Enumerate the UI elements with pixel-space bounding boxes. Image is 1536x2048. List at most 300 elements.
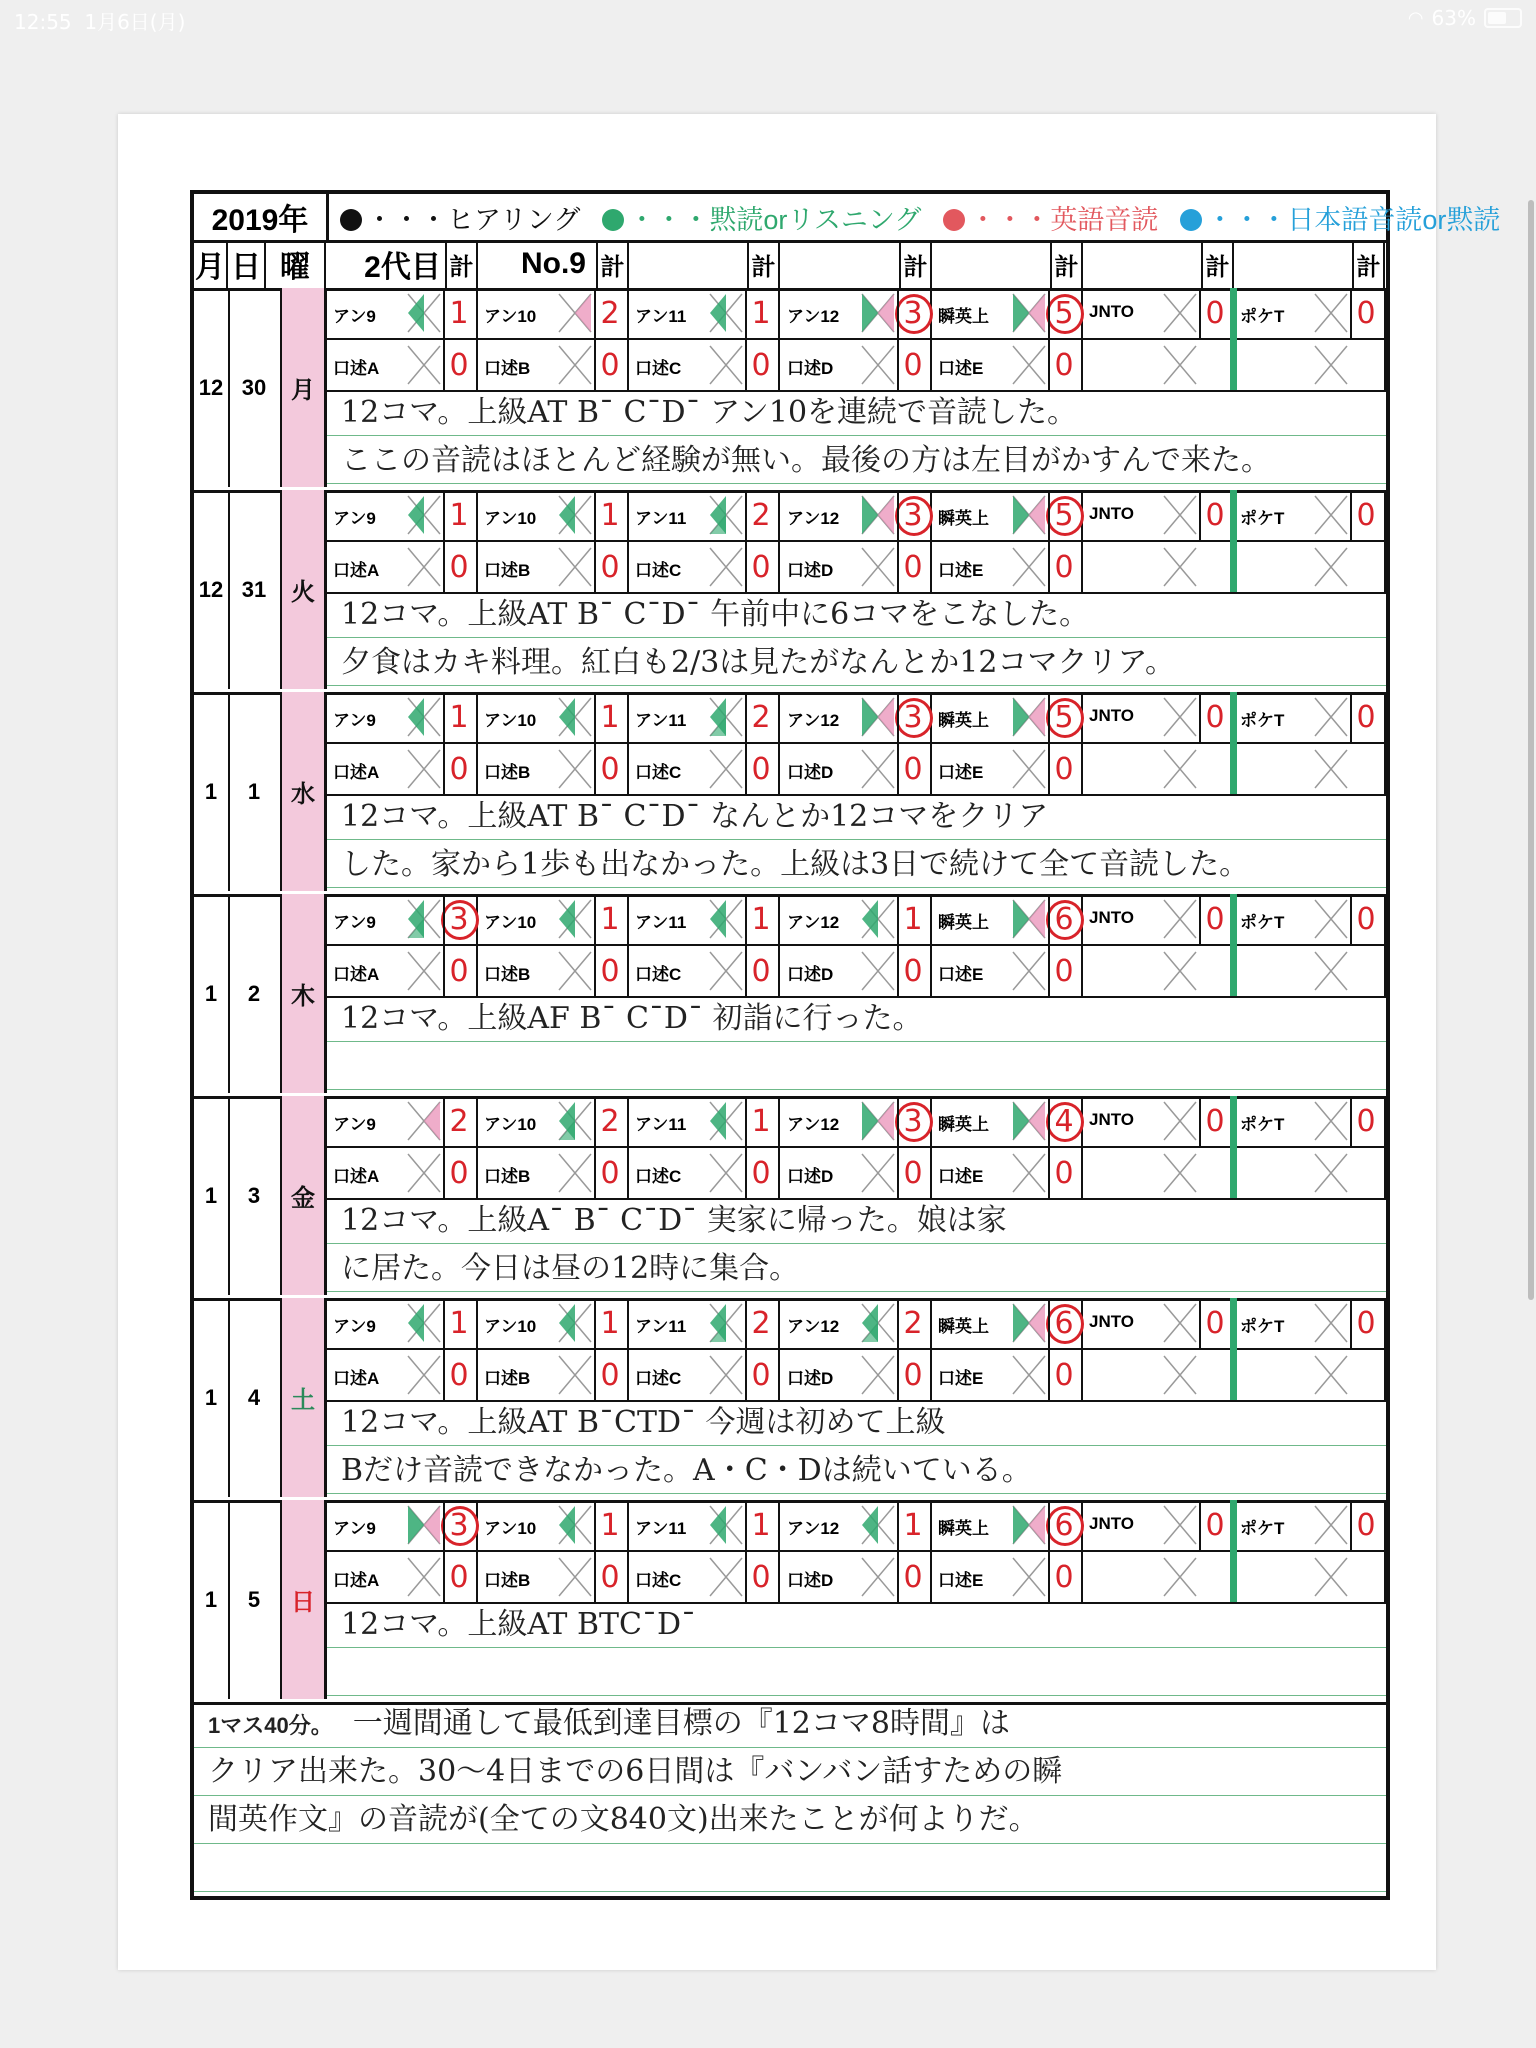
progress-marker [708, 1556, 744, 1598]
weekday-cell: 木 [291, 983, 315, 1010]
progress-marker [1313, 898, 1349, 940]
progress-marker [1011, 292, 1047, 334]
activity-cell [1234, 288, 1386, 338]
progress-marker [860, 696, 896, 738]
total-divider [1048, 894, 1050, 944]
progress-marker [708, 1152, 744, 1194]
activity-cell [327, 1096, 478, 1146]
day-note [327, 1400, 1386, 1497]
note-line: 12コマ。上級AF B¯ C¯D¯ 初詣に行った。 [327, 996, 1386, 1042]
total-divider [1350, 1096, 1352, 1146]
count-value: 0 [751, 549, 771, 585]
oral-label: 口述A [333, 359, 380, 378]
day-row [194, 692, 1386, 897]
count-value: 0 [1054, 1559, 1074, 1595]
progress-marker [1162, 1302, 1198, 1344]
count-value: 2 [751, 699, 771, 735]
oral-cell [781, 1552, 932, 1602]
oral-cell [781, 1350, 932, 1400]
day-row [194, 1500, 1386, 1705]
count-value: 0 [600, 751, 620, 787]
summary-title: 1マス40分。 [208, 1713, 333, 1738]
progress-marker [406, 546, 442, 588]
activity-cell [932, 1096, 1083, 1146]
count-value: 2 [751, 1305, 771, 1341]
total-divider [1199, 288, 1201, 338]
col-total: 計 [1352, 240, 1385, 288]
total-divider [1048, 288, 1050, 338]
oral-row [327, 946, 1386, 998]
progress-marker [557, 950, 593, 992]
total-divider [594, 1552, 596, 1602]
progress-marker [1162, 292, 1198, 334]
total-divider [1350, 1298, 1352, 1348]
oral-cell [327, 744, 478, 794]
sheet-header [194, 194, 1501, 243]
progress-marker [557, 494, 593, 536]
activity-label: アン10 [484, 913, 537, 932]
empty-cell [1234, 744, 1386, 794]
progress-marker [1162, 1556, 1198, 1598]
activity-cell [478, 1500, 629, 1550]
date-cell: 30 [228, 288, 282, 487]
total-divider [897, 288, 899, 338]
total-divider [897, 542, 899, 592]
summary-line: 間英作文』の音読が(全ての文840文)出来たことが何よりだ。 [194, 1796, 1386, 1844]
total-divider [897, 340, 899, 390]
oral-row [327, 1350, 1386, 1402]
count-value: 1 [751, 1103, 771, 1139]
count-value: 0 [1054, 1155, 1074, 1191]
progress-marker [1011, 696, 1047, 738]
progress-marker [1313, 1100, 1349, 1142]
count-value: 0 [1205, 901, 1225, 937]
progress-marker [860, 1152, 896, 1194]
total-divider [1199, 1096, 1201, 1146]
progress-marker [1162, 344, 1198, 386]
count-value: 0 [449, 953, 469, 989]
empty-cell [1234, 946, 1386, 996]
count-value: 0 [1054, 953, 1074, 989]
activity-label: アン12 [787, 1115, 840, 1134]
total-divider [594, 1500, 596, 1550]
oral-row [327, 542, 1386, 594]
activity-cell [478, 490, 629, 540]
count-value: 0 [903, 1155, 923, 1191]
activity-cell [1083, 288, 1234, 338]
divider-bar [1230, 288, 1235, 390]
oral-label: 口述E [938, 965, 984, 984]
count-value: 0 [1054, 1357, 1074, 1393]
col-total: 計 [899, 240, 932, 288]
count-value: 0 [1356, 497, 1376, 533]
scrollbar[interactable] [1528, 200, 1534, 1300]
count-value: 0 [1054, 549, 1074, 585]
activity-label: JNTO [1089, 706, 1135, 725]
oral-cell [327, 340, 478, 390]
month-cell: 1 [194, 692, 230, 891]
oral-cell [629, 1552, 780, 1602]
legend [340, 198, 1500, 237]
progress-marker [406, 696, 442, 738]
oral-row [327, 1148, 1386, 1200]
note-line: 夕食はカキ料理。紅白も2/3は見たがなんとか12コマクリア。 [327, 640, 1386, 686]
count-value: 0 [1205, 497, 1225, 533]
progress-marker [557, 898, 593, 940]
total-divider [1350, 490, 1352, 540]
divider-bar [1230, 894, 1235, 996]
activity-cell [932, 1298, 1083, 1348]
progress-marker [557, 1504, 593, 1546]
oral-label: 口述A [333, 1571, 380, 1590]
legend-dot-icon [943, 209, 965, 231]
oral-cell [629, 1148, 780, 1198]
activity-cell [781, 894, 932, 944]
count-value: 0 [600, 549, 620, 585]
empty-cell [1083, 340, 1234, 390]
col-weekday: 曜 [266, 240, 326, 288]
progress-marker [1313, 1302, 1349, 1344]
activity-cell [478, 692, 629, 742]
activity-cell [478, 288, 629, 338]
progress-marker [557, 1556, 593, 1598]
total-divider [745, 288, 747, 338]
activity-cell [932, 288, 1083, 338]
progress-marker [708, 1302, 744, 1344]
activity-cell [781, 1500, 932, 1550]
progress-marker [860, 898, 896, 940]
day-note [327, 390, 1386, 487]
total-divider [1048, 340, 1050, 390]
activity-cell [629, 894, 780, 944]
progress-marker [1011, 1556, 1047, 1598]
oral-label: 口述C [635, 561, 682, 580]
total-divider [1048, 744, 1050, 794]
weekday-cell: 火 [291, 579, 315, 606]
activity-label: JNTO [1089, 1514, 1135, 1533]
oral-label: 口述E [938, 359, 984, 378]
count-value: 0 [449, 751, 469, 787]
progress-marker [406, 494, 442, 536]
progress-marker [860, 1100, 896, 1142]
count-value: 0 [449, 347, 469, 383]
count-value: 1 [600, 901, 620, 937]
total-divider [594, 1096, 596, 1146]
activity-label: アン11 [635, 1519, 687, 1538]
progress-marker [860, 494, 896, 536]
oral-row [327, 744, 1386, 796]
total-divider [443, 692, 445, 742]
oral-cell [932, 1148, 1083, 1198]
count-value: 0 [1356, 1103, 1376, 1139]
total-divider [594, 1298, 596, 1348]
total-divider [745, 542, 747, 592]
total-divider [443, 1148, 445, 1198]
total-divider [443, 1350, 445, 1400]
activity-label: アン12 [787, 711, 840, 730]
activity-label: ポケT [1240, 711, 1285, 730]
legend-item [602, 198, 921, 237]
progress-marker [1162, 1354, 1198, 1396]
empty-cell [1234, 340, 1386, 390]
col-divider [778, 240, 780, 288]
oral-cell [327, 542, 478, 592]
activity-label: アン9 [333, 913, 376, 932]
activity-label: アン10 [484, 1519, 537, 1538]
count-value: 0 [1205, 1305, 1225, 1341]
date-cell: 3 [228, 1096, 282, 1295]
status-bar [0, 0, 1536, 40]
oral-cell [932, 542, 1083, 592]
progress-marker [406, 1302, 442, 1344]
progress-marker [1162, 546, 1198, 588]
day-row [194, 490, 1386, 695]
status-right [1408, 6, 1522, 30]
oral-cell [781, 946, 932, 996]
progress-marker [1011, 494, 1047, 536]
count-value: 1 [449, 699, 469, 735]
activity-label: アン9 [333, 509, 376, 528]
activity-cell [1234, 490, 1386, 540]
count-value: 0 [600, 1155, 620, 1191]
oral-cell [781, 542, 932, 592]
empty-cell [1234, 1148, 1386, 1198]
count-value: 5 [1049, 292, 1079, 334]
progress-marker [406, 748, 442, 790]
activity-row [327, 692, 1386, 744]
col-total: 計 [596, 240, 629, 288]
activity-cell [932, 894, 1083, 944]
summary-line: クリア出来た。30〜4日までの6日間は『バンバン話すための瞬 [194, 1748, 1386, 1796]
total-divider [745, 1148, 747, 1198]
activity-label: JNTO [1089, 908, 1135, 927]
date: 1月6日(月) [84, 10, 186, 34]
activity-cell [1234, 1500, 1386, 1550]
activity-cell [629, 490, 780, 540]
activity-cell [1234, 692, 1386, 742]
oral-label: 口述D [787, 1167, 834, 1186]
count-value: 1 [600, 1305, 620, 1341]
count-value: 2 [751, 497, 771, 533]
total-divider [443, 894, 445, 944]
note-line: 12コマ。上級AT B¯ C¯D¯ 午前中に6コマをこなした。 [327, 592, 1386, 638]
oral-cell [932, 1350, 1083, 1400]
oral-cell [478, 946, 629, 996]
count-value: 4 [1049, 1100, 1079, 1142]
progress-marker [1162, 1504, 1198, 1546]
legend-dot-icon [340, 209, 362, 231]
oral-label: 口述A [333, 561, 380, 580]
count-value: 0 [1205, 1103, 1225, 1139]
total-divider [1048, 1350, 1050, 1400]
total-divider [897, 744, 899, 794]
progress-marker [1313, 950, 1349, 992]
oral-label: 口述D [787, 1369, 834, 1388]
count-value: 1 [600, 497, 620, 533]
activity-cell [327, 1298, 478, 1348]
progress-marker [1162, 950, 1198, 992]
oral-cell [327, 1552, 478, 1602]
activity-row [327, 894, 1386, 946]
progress-marker [708, 546, 744, 588]
progress-marker [1313, 696, 1349, 738]
total-divider [897, 1500, 899, 1550]
count-value: 6 [1049, 1302, 1079, 1344]
legend-label: ・・・黙読orリスニング [628, 205, 922, 235]
progress-marker [1011, 344, 1047, 386]
divider-bar [1230, 490, 1235, 592]
progress-marker [708, 292, 744, 334]
total-divider [443, 542, 445, 592]
oral-label: 口述D [787, 359, 834, 378]
total-divider [1199, 692, 1201, 742]
progress-marker [1313, 546, 1349, 588]
battery-icon [1484, 8, 1522, 28]
summary-line [194, 1700, 1386, 1748]
total-divider [1048, 490, 1050, 540]
total-divider [443, 946, 445, 996]
oral-label: 口述E [938, 561, 984, 580]
count-value: 1 [903, 1507, 923, 1543]
progress-marker [708, 1354, 744, 1396]
total-divider [745, 1552, 747, 1602]
count-value: 0 [449, 1559, 469, 1595]
count-value: 0 [1356, 699, 1376, 735]
month-cell: 12 [194, 288, 230, 487]
total-divider [1048, 542, 1050, 592]
total-divider [594, 692, 596, 742]
activity-row [327, 1298, 1386, 1350]
oral-label: 口述E [938, 1167, 984, 1186]
count-value: 2 [600, 295, 620, 331]
progress-marker [1011, 1100, 1047, 1142]
progress-marker [1162, 696, 1198, 738]
activity-cell [1083, 1096, 1234, 1146]
activity-label: JNTO [1089, 504, 1135, 523]
battery-percent: 63% [1431, 6, 1476, 30]
oral-label: 口述C [635, 1571, 682, 1590]
total-divider [594, 490, 596, 540]
date-cell: 2 [228, 894, 282, 1093]
activity-cell [629, 1500, 780, 1550]
total-divider [1048, 1148, 1050, 1198]
empty-cell [1234, 1552, 1386, 1602]
total-divider [897, 1096, 899, 1146]
count-value: 0 [1205, 1507, 1225, 1543]
progress-marker [1313, 1152, 1349, 1194]
activity-cell [629, 692, 780, 742]
progress-marker [557, 1100, 593, 1142]
total-divider [594, 1350, 596, 1400]
count-value: 0 [751, 1559, 771, 1595]
progress-marker [708, 494, 744, 536]
total-divider [594, 744, 596, 794]
activity-label: アン9 [333, 1115, 376, 1134]
legend-item [943, 198, 1158, 237]
count-value: 0 [600, 1357, 620, 1393]
activity-label: アン11 [635, 509, 687, 528]
oral-label: 口述C [635, 359, 682, 378]
activity-cell [478, 1096, 629, 1146]
note-line: 12コマ。上級AT B¯CTD¯ 今週は初めて上級 [327, 1400, 1386, 1446]
progress-marker [860, 1556, 896, 1598]
legend-label: ・・・日本語音読or黙読 [1206, 205, 1501, 235]
empty-cell [1234, 542, 1386, 592]
date-cell: 4 [228, 1298, 282, 1497]
oral-cell [478, 744, 629, 794]
col-total: 計 [445, 240, 478, 288]
note-line: 12コマ。上級AT B¯ C¯D¯ アン10を連続で音読した。 [327, 390, 1386, 436]
activity-label: 瞬英上 [938, 1317, 989, 1336]
activity-label: 瞬英上 [938, 711, 989, 730]
count-value: 0 [751, 1155, 771, 1191]
total-divider [1048, 1298, 1050, 1348]
oral-cell [327, 946, 478, 996]
col-total: 計 [1050, 240, 1083, 288]
summary-text: 一週間通して最低到達目標の『12コマ8時間』は [352, 1706, 1010, 1741]
activity-label: アン12 [787, 913, 840, 932]
progress-marker [1313, 1354, 1349, 1396]
activity-label: ポケT [1240, 1519, 1285, 1538]
legend-item [340, 198, 580, 237]
progress-marker [1313, 1504, 1349, 1546]
total-divider [745, 1096, 747, 1146]
progress-marker [406, 1556, 442, 1598]
progress-marker [406, 950, 442, 992]
progress-marker [1011, 1152, 1047, 1194]
total-divider [1048, 1096, 1050, 1146]
count-value: 0 [751, 1357, 771, 1393]
total-divider [1048, 1552, 1050, 1602]
count-value: 2 [903, 1305, 923, 1341]
count-value: 0 [903, 1357, 923, 1393]
activity-label: アン9 [333, 1317, 376, 1336]
year-label: 2019年 [194, 194, 329, 240]
oral-row [327, 1552, 1386, 1604]
oral-cell [629, 1350, 780, 1400]
activity-label: アン11 [635, 1317, 687, 1336]
activity-cell [327, 288, 478, 338]
count-value: 0 [600, 1559, 620, 1595]
note-line: ここの音読はほとんど経験が無い。最後の方は左目がかすんで来た。 [327, 438, 1386, 484]
oral-label: 口述B [484, 1571, 531, 1590]
progress-marker [860, 1354, 896, 1396]
total-divider [1199, 1298, 1201, 1348]
day-note [327, 1602, 1386, 1699]
activity-cell [327, 894, 478, 944]
activity-label: アン10 [484, 711, 537, 730]
count-value: 0 [903, 347, 923, 383]
oral-label: 口述E [938, 1369, 984, 1388]
activity-label: 瞬英上 [938, 913, 989, 932]
status-time [14, 6, 185, 35]
month-cell: 1 [194, 1298, 230, 1497]
oral-cell [781, 340, 932, 390]
note-line [327, 1650, 1386, 1696]
count-value: 1 [449, 295, 469, 331]
total-divider [745, 744, 747, 794]
progress-marker [708, 898, 744, 940]
total-divider [897, 1350, 899, 1400]
total-divider [1048, 1500, 1050, 1550]
oral-cell [478, 542, 629, 592]
progress-marker [406, 1100, 442, 1142]
count-value: 0 [751, 347, 771, 383]
activity-label: アン11 [635, 1115, 687, 1134]
oral-cell [629, 542, 780, 592]
empty-cell [1083, 946, 1234, 996]
divider-bar [1230, 1500, 1235, 1602]
